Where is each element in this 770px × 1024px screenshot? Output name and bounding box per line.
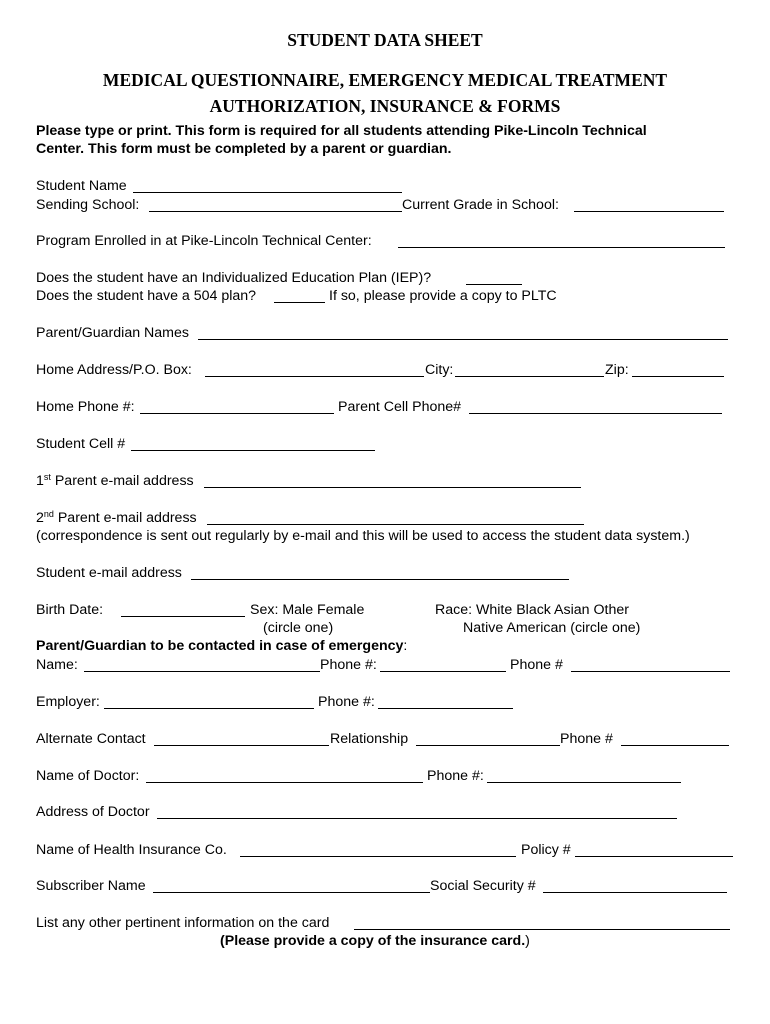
emergency-name-label: Name: — [36, 657, 78, 673]
emergency-phone2-label: Phone # — [510, 657, 563, 673]
other-info-field[interactable] — [354, 929, 730, 930]
relationship-field[interactable] — [416, 745, 560, 746]
plan504-question-label: Does the student have a 504 plan? — [36, 288, 257, 304]
student-name-label: Student Name — [36, 178, 127, 194]
parent2-email-superscript: nd — [43, 509, 54, 519]
ssn-label: Social Security # — [430, 878, 536, 894]
iep-question-label: Does the student have an Individualized Education Plan (IEP)? — [36, 270, 432, 286]
home-phone-field[interactable] — [140, 413, 334, 414]
parent1-email-field[interactable] — [204, 487, 581, 488]
parent2-email-text: Parent e-mail address — [53, 510, 197, 526]
parent1-email-label — [36, 473, 194, 490]
emergency-phone2-field[interactable] — [571, 671, 730, 672]
emergency-name-field[interactable] — [84, 671, 320, 672]
doctor-address-field[interactable] — [157, 818, 677, 819]
emergency-heading — [36, 638, 407, 655]
iep-answer-field[interactable] — [466, 284, 522, 285]
insurance-copy-text: (Please provide a copy of the insurance card. — [220, 933, 526, 949]
ssn-field[interactable] — [543, 892, 727, 893]
current-grade-field[interactable] — [574, 211, 724, 212]
city-field[interactable] — [455, 376, 604, 377]
sending-school-field[interactable] — [149, 211, 402, 212]
insurance-copy-paren: ) — [525, 933, 530, 949]
current-grade-label: Current Grade in School: — [402, 197, 559, 213]
parent-cell-field[interactable] — [469, 413, 722, 414]
intro-line2: Center. This form must be completed by a parent or guardian. — [36, 141, 452, 157]
doctor-name-field[interactable] — [146, 782, 423, 783]
policy-field[interactable] — [575, 856, 733, 857]
plan504-answer-field[interactable] — [274, 302, 325, 303]
subscriber-name-field[interactable] — [153, 892, 430, 893]
emergency-heading-colon: : — [403, 638, 408, 654]
parent2-email-field[interactable] — [207, 524, 584, 525]
emergency-phone1-field[interactable] — [380, 671, 506, 672]
home-address-label: Home Address/P.O. Box: — [36, 362, 192, 378]
parent-names-field[interactable] — [198, 339, 728, 340]
employer-phone-label: Phone #: — [318, 694, 375, 710]
intro-line1: Please type or print. This form is required for all students attending Pike-Lincoln Technical — [36, 123, 647, 139]
birth-date-label: Birth Date: — [36, 602, 104, 618]
zip-label: Zip: — [605, 362, 629, 378]
emergency-heading-text: Parent/Guardian to be contacted in case of emergency — [36, 638, 404, 654]
parent2-email-label — [36, 510, 197, 527]
program-enrolled-label: Program Enrolled in at Pike-Lincoln Technical Center: — [36, 233, 372, 249]
employer-field[interactable] — [104, 708, 314, 709]
insurance-copy-note — [220, 933, 530, 950]
form-title: STUDENT DATA SHEET — [287, 30, 483, 50]
race-options[interactable]: Race: White Black Asian Other — [435, 602, 629, 618]
alternate-phone-field[interactable] — [621, 745, 729, 746]
relationship-label: Relationship — [330, 731, 409, 747]
home-phone-label: Home Phone #: — [36, 399, 135, 415]
student-name-field[interactable] — [133, 192, 402, 193]
parent2-email-number: 2 — [36, 510, 44, 526]
alternate-contact-label: Alternate Contact — [36, 731, 146, 747]
student-email-label: Student e-mail address — [36, 565, 182, 581]
student-cell-label: Student Cell # — [36, 436, 126, 452]
city-label: City: — [425, 362, 454, 378]
form-subtitle-line1: MEDICAL QUESTIONNAIRE, EMERGENCY MEDICAL TREATMENT — [102, 70, 668, 90]
insurance-co-label: Name of Health Insurance Co. — [36, 842, 227, 858]
plan504-note: If so, please provide a copy to PLTC — [329, 288, 557, 304]
emergency-phone1-label: Phone #: — [320, 657, 377, 673]
parent-cell-label: Parent Cell Phone# — [338, 399, 462, 415]
alternate-phone-label: Phone # — [560, 731, 613, 747]
zip-field[interactable] — [632, 376, 724, 377]
parent-names-label: Parent/Guardian Names — [36, 325, 189, 341]
race-note[interactable]: Native American (circle one) — [463, 620, 641, 636]
correspondence-note: (correspondence is sent out regularly by e-mail and this will be used to access the student data system.) — [36, 528, 690, 544]
doctor-phone-label: Phone #: — [427, 768, 484, 784]
employer-label: Employer: — [36, 694, 100, 710]
doctor-address-label: Address of Doctor — [36, 804, 150, 820]
insurance-co-field[interactable] — [240, 856, 516, 857]
student-cell-field[interactable] — [131, 450, 375, 451]
subscriber-name-label: Subscriber Name — [36, 878, 146, 894]
birth-date-field[interactable] — [121, 616, 245, 617]
parent1-email-number: 1 — [36, 473, 44, 489]
employer-phone-field[interactable] — [378, 708, 513, 709]
parent1-email-superscript: st — [43, 472, 51, 482]
sending-school-label: Sending School: — [36, 197, 140, 213]
program-enrolled-field[interactable] — [398, 247, 725, 248]
home-address-field[interactable] — [205, 376, 424, 377]
policy-label: Policy # — [521, 842, 571, 858]
doctor-phone-field[interactable] — [487, 782, 681, 783]
student-email-field[interactable] — [191, 579, 569, 580]
doctor-name-label: Name of Doctor: — [36, 768, 140, 784]
form-subtitle-line2: AUTHORIZATION, INSURANCE & FORMS — [209, 96, 561, 116]
other-info-label: List any other pertinent information on the card — [36, 915, 330, 931]
parent1-email-text: Parent e-mail address — [50, 473, 194, 489]
sex-note: (circle one) — [263, 620, 334, 636]
alternate-contact-field[interactable] — [154, 745, 329, 746]
sex-options[interactable]: Sex: Male Female — [250, 602, 365, 618]
